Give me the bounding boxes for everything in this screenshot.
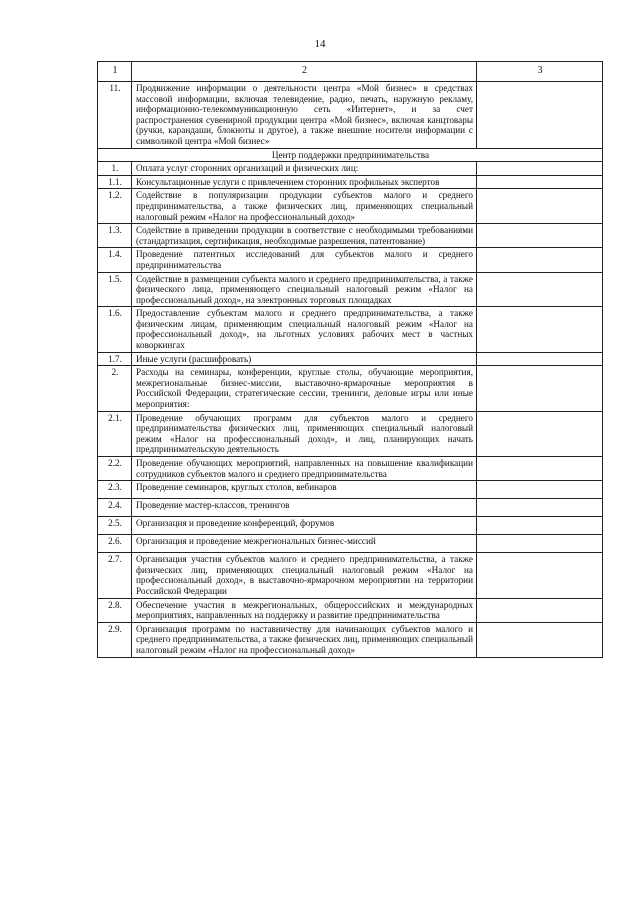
row-col3 <box>477 162 603 176</box>
table-row <box>98 82 603 149</box>
row-number: 1.7. <box>98 352 132 366</box>
header-col-3: 3 <box>477 62 603 82</box>
row-col3 <box>477 224 603 248</box>
row-description: Содействие в размещении субъекта малого и среднего предпринимательства, а также физического лица, применяющего специальный налоговый режим «Налог на профессиональный доход», на электронных торговых площадках <box>132 272 477 307</box>
expense-table <box>97 61 603 658</box>
row-number: 1.4. <box>98 248 132 272</box>
row-col3 <box>477 535 603 553</box>
table-row <box>98 598 603 622</box>
table-row <box>98 622 603 657</box>
table-row <box>98 499 603 517</box>
row-col3 <box>477 352 603 366</box>
table-row <box>98 411 603 456</box>
table-row <box>98 175 603 189</box>
row-description: Организация и проведение межрегиональных бизнес-миссий <box>132 535 477 553</box>
table-row <box>98 535 603 553</box>
row-col3 <box>477 517 603 535</box>
table-row <box>98 272 603 307</box>
row-col3 <box>477 457 603 481</box>
page-number: 14 <box>314 38 326 50</box>
row-col3 <box>477 175 603 189</box>
row-col3 <box>477 272 603 307</box>
row-col3 <box>477 622 603 657</box>
table-header-row <box>98 62 603 82</box>
row-number: 11. <box>98 82 132 149</box>
row-number: 2.6. <box>98 535 132 553</box>
row-number: 2.8. <box>98 598 132 622</box>
section-row <box>98 148 603 162</box>
section-title: Центр поддержки предпринимательства <box>98 148 603 162</box>
row-number: 2. <box>98 366 132 411</box>
row-number: 1.3. <box>98 224 132 248</box>
row-description: Проведение семинаров, круглых столов, вебинаров <box>132 481 477 499</box>
row-description: Предоставление субъектам малого и среднего предпринимательства, а также физическим лицам, применяющим специальный налоговый режим «Налог на профессиональный доход», на льготных условиях рабочих мест в частных коворкингах <box>132 307 477 352</box>
table-row <box>98 307 603 352</box>
row-description: Организация программ по наставничеству для начинающих субъектов малого и среднего предпринимательства, а также физических лиц, применяющих специальный налоговый режим «Налог на профессиональный доход» <box>132 622 477 657</box>
row-col3 <box>477 481 603 499</box>
table-row <box>98 517 603 535</box>
row-number: 2.7. <box>98 553 132 598</box>
row-col3 <box>477 248 603 272</box>
row-description: Организация и проведение конференций, форумов <box>132 517 477 535</box>
row-description: Консультационные услуги с привлечением сторонних профильных экспертов <box>132 175 477 189</box>
row-description: Организация участия субъектов малого и среднего предпринимательства, а также физических лиц, применяющих специальный налоговый режим «Налог на профессиональный доход», в выставочно-ярмарочном мероприятии на территории Российской Федерации <box>132 553 477 598</box>
table-row <box>98 189 603 224</box>
table-row <box>98 366 603 411</box>
row-number: 2.1. <box>98 411 132 456</box>
row-col3 <box>477 366 603 411</box>
row-number: 1.1. <box>98 175 132 189</box>
table-row <box>98 481 603 499</box>
row-description: Расходы на семинары, конференции, круглые столы, обучающие мероприятия, межрегиональные бизнес-миссии, выставочно-ярмарочные мероприятия в Российской Федерации, стратегические сессии, тренинги, деловые игры или иные мероприятия: <box>132 366 477 411</box>
table-row <box>98 553 603 598</box>
row-col3 <box>477 499 603 517</box>
table-row <box>98 162 603 176</box>
row-number: 2.2. <box>98 457 132 481</box>
row-number: 1.5. <box>98 272 132 307</box>
row-col3 <box>477 82 603 149</box>
table-row <box>98 457 603 481</box>
row-col3 <box>477 411 603 456</box>
row-col3 <box>477 598 603 622</box>
row-description: Содействие в приведении продукции в соответствие с необходимыми требованиями (стандартизация, сертификация, необходимые разрешения, патентование) <box>132 224 477 248</box>
table-row <box>98 352 603 366</box>
row-number: 1.6. <box>98 307 132 352</box>
row-number: 2.5. <box>98 517 132 535</box>
row-description: Проведение патентных исследований для субъектов малого и среднего предпринимательства <box>132 248 477 272</box>
row-number: 2.3. <box>98 481 132 499</box>
table-row <box>98 248 603 272</box>
row-description: Проведение мастер-классов, тренингов <box>132 499 477 517</box>
table-row <box>98 224 603 248</box>
header-col-1: 1 <box>98 62 132 82</box>
row-description: Содействие в популяризации продукции субъектов малого и среднего предпринимательства, а также физических лиц, применяющих специальный налоговый режим «Налог на профессиональный доход» <box>132 189 477 224</box>
row-description: Обеспечение участия в межрегиональных, общероссийских и международных мероприятиях, направленных на поддержку и развитие предпринимательства <box>132 598 477 622</box>
row-description: Проведение обучающих мероприятий, направленных на повышение квалификации сотрудников субъектов малого и среднего предпринимательства <box>132 457 477 481</box>
row-number: 2.9. <box>98 622 132 657</box>
row-description: Проведение обучающих программ для субъектов малого и среднего предпринимательства физических лиц, применяющих специальный налоговый режим «Налог на профессиональный доход», и лиц, планирующих начать предпринимательскую деятельность <box>132 411 477 456</box>
row-number: 1.2. <box>98 189 132 224</box>
row-number: 2.4. <box>98 499 132 517</box>
row-col3 <box>477 553 603 598</box>
row-description: Иные услуги (расшифровать) <box>132 352 477 366</box>
row-col3 <box>477 189 603 224</box>
row-col3 <box>477 307 603 352</box>
header-col-2: 2 <box>132 62 477 82</box>
row-description: Оплата услуг сторонних организаций и физических лиц: <box>132 162 477 176</box>
row-description: Продвижение информации о деятельности центра «Мой бизнес» в средствах массовой информации, включая телевидение, радио, печать, наружную рекламу, информационно-телекоммуникационную сеть «Интернет», и за счет распространения сувенирной продукции центра «Мой бизнес», включая канцтовары (ручки, карандаши, блокноты и другое), а также внешние носители информации с символикой центра «Мой бизнес» <box>132 82 477 149</box>
row-number: 1. <box>98 162 132 176</box>
